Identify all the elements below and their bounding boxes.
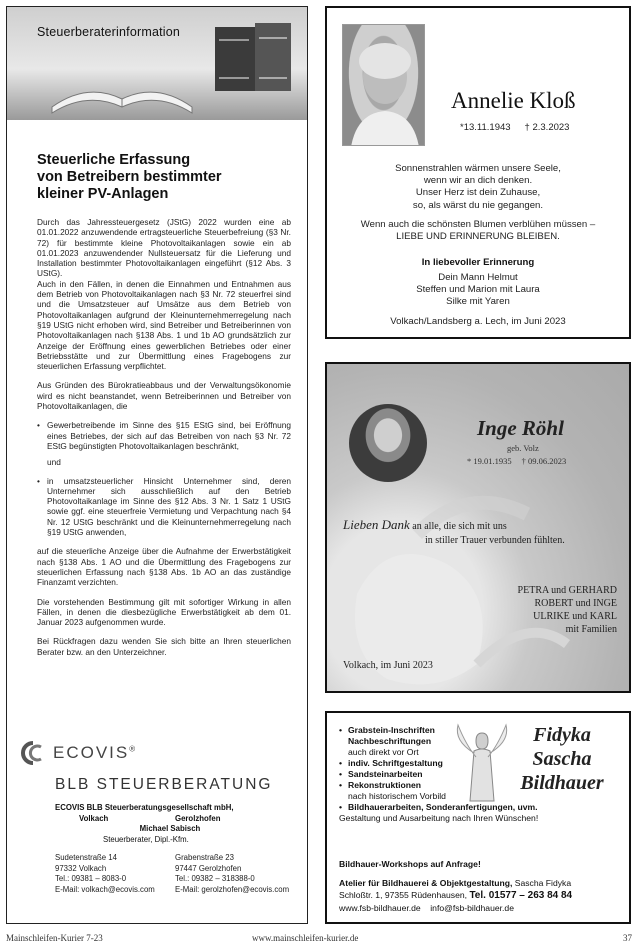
deceased-name: Annelie Kloß (451, 88, 576, 113)
website-link[interactable]: www.fsb-bildhauer.de (339, 903, 421, 913)
thanks-line-2: in stiller Trauer verbunden fühlten. (425, 535, 565, 546)
firm-info (55, 803, 285, 845)
address-gerolzhofen: Grabenstraße 23 97447 Gerolzhofen Tel.: 09382 – 318388-0 E-Mail: gerolzhofen@ecovis.com (175, 853, 290, 894)
books-illustration (207, 19, 297, 94)
list-item: • in umsatzsteuerlicher Hinsicht Unternehmer sind, deren Unternehmer sich ausschließlich auf den Betrieb Photovoltaikanlage im Sinne des §12 Abs. 3 Nr. 1 Satz 1 UStG sowie ggf. eine steuerfreie Vermietung und Verpachtung nach §4 Nr. 12 UStG beschränkt und die Kleinunternehmerregelung nach §19 UStG anwenden, (37, 476, 291, 538)
life-dates: * 19.01.1935 † 09.06.2023 (467, 456, 567, 466)
page-number: 37 (623, 933, 632, 943)
ecovis-mark-icon (21, 741, 49, 765)
portrait-illustration (343, 25, 425, 146)
article-headline: Steuerliche Erfassung von Betreibern bestimmter kleiner PV-Anlagen (37, 152, 222, 202)
banner-image (7, 7, 307, 120)
list-item: • Rekonstruktionen nach historischem Vorbild (339, 780, 519, 802)
connector-text: und (47, 457, 61, 468)
list-item: • indiv. Schriftgestaltung (339, 758, 519, 769)
list-item: • Sandsteinarbeiten (339, 769, 519, 780)
firm-name: ECOVIS BLB Steuerberatungsgesellschaft mbH, (55, 803, 234, 812)
verse-closing: Wenn auch die schönsten Blumen verblühen müssen – LIEBE UND ERINNERUNG BLEIBEN. (360, 219, 596, 243)
fidyka-logo: Fidyka Sascha Bildhauer (520, 724, 604, 794)
paragraph: Auch in den Fällen, in denen die Einnahmen und Entnahmen aus dem Betrieb von Photovoltaikanlagen nach §3 Nr. 72 steuerfrei sind und die Umsatzsteuer auf Umsätze aus dem Betrieb von Photovoltaikanlagen aufgrund der Kleinunternehmerregelung nach §19 UStG nicht erhoben wird, sind Betreiber und Betreiberinnen von Photovoltaikanlagen nach §138 Abs. 1 und 1b AO grundsätzlich zur Anzeige der Eröffnung eines gewerblichen Betriebes oder einer Betriebsstätte und zur Übermittlung eines Fragebogens zur steuerlichen Erfassung verpflichtet. (37, 278, 291, 372)
place-date: Volkach, im Juni 2023 (343, 660, 433, 671)
phone-number[interactable]: Tel. 01577 – 263 84 84 (469, 890, 573, 901)
banner-title: Steuerberaterinformation (37, 25, 181, 39)
person-title: Steuerberater, Dipl.-Kfm. (103, 834, 189, 844)
ecovis-logo (21, 741, 137, 765)
list-item: • Grabstein-Inschriften Nachbeschriftungen auch direkt vor Ort (339, 725, 519, 758)
paragraph: auf die steuerliche Anzeige über die Aufnahme der Erwerbstätigkeit nach §138 Abs. 1 AO und die Übermittlung des Fragebogens zur steuerlichen Erfassung nach §138 Abs. 1b AO an das zuständige Finanzamt verzichten. (37, 546, 291, 588)
bildhauer-ad (325, 711, 631, 924)
paragraph: Bei Rückfragen dazu wenden Sie sich bitte an Ihren steuerlichen Berater bzw. an den Unterzeichner. (37, 636, 291, 657)
deceased-name: Inge Röhl (477, 416, 564, 440)
logo-text: ECOVIS® (53, 743, 138, 762)
person-name: Michael Sabisch (139, 824, 201, 833)
birth-name: geb. Volz (507, 443, 539, 453)
bullet-list (37, 476, 291, 538)
email-link[interactable]: E-Mail: gerolzhofen@ecovis.com (175, 884, 290, 894)
list-item: • Gewerbetreibende im Sinne des §15 EStG sind, bei Eröffnung eines Betriebes, der sich auf das Betreiben von nach §3 Nr. 72 EStG begünstigten Photovoltaikanlagen beschränkt, (37, 420, 291, 451)
obituary-annelie (325, 6, 631, 339)
firm-city: Volkach (79, 813, 109, 823)
paragraph: Die vorstehenden Bestimmung gilt mit sofortiger Wirkung in allen Fällen, in denen die diesbezügliche Erwerbstätigkeit ab dem 01. Januar 2023 aufgenommen wurde. (37, 596, 291, 628)
steuerberater-ad (6, 6, 308, 924)
footer-publication: Mainschleifen-Kurier 7-23 (6, 933, 103, 943)
remembrance-heading: In liebevoller Erinnerung (421, 257, 535, 268)
thanks-line: Lieben Dank an alle, die sich mit uns (343, 517, 507, 532)
article-body (37, 217, 291, 666)
email-link[interactable]: E-Mail: volkach@ecovis.com (55, 884, 155, 894)
mourners-list: Dein Mann Helmut Steffen und Marion mit Laura Silke mit Yaren (416, 272, 540, 308)
list-item: • Bildhauerarbeiten, Sonderanfertigungen, uvm. Gestaltung und Ausarbeitung nach Ihren Wünschen! (339, 802, 609, 824)
logo-subtitle: BLB STEUERBERATUNG (55, 776, 273, 793)
place-date: Volkach/Landsberg a. Lech, im Juni 2023 (390, 316, 566, 327)
open-book-illustration (47, 77, 197, 117)
firm-city: Gerolzhofen (175, 813, 221, 823)
portrait-photo (349, 404, 427, 482)
paragraph: Durch das Jahressteuergesetz (JStG) 2022 wurden eine ab 01.01.2022 anzuwendende ertragsteuerliche Steuerbefreiung (§3 Nr. 72) für bestimmte kleine Photovoltaikanlagen sowie ein ab 01.01.2023 anzuwendender Nullsteuersatz für die Lieferung und Installation bestimmter Photovoltaikanlagen eingeführt (§12 Abs. 3 UStG). (37, 217, 291, 279)
bullet-list (37, 420, 291, 451)
atelier-line: Atelier für Bildhauerei & Objektgestaltung, Sascha Fidyka (339, 878, 572, 888)
address-volkach: Sudetenstraße 14 97332 Volkach Tel.: 09381 – 8083-0 E-Mail: volkach@ecovis.com (55, 853, 155, 894)
contact-line: Schloßtr. 1, 97355 Rüdenhausen, Tel. 01577 – 263 84 84 (339, 890, 573, 901)
obituary-inge (325, 362, 631, 693)
verse: Sonnenstrahlen wärmen unsere Seele, wenn wir an dich denken. Unser Herz ist dein Zuhause, so, als wärst du nie gegangen. (395, 163, 561, 211)
web-line (339, 903, 514, 913)
workshops-note: Bildhauer-Workshops auf Anfrage! (339, 859, 481, 869)
email-link[interactable]: info@fsb-bildhauer.de (430, 903, 514, 913)
mourners-list: PETRA und GERHARD ROBERT und INGE ULRIKE und KARL mit Familien (517, 585, 617, 635)
paragraph: Aus Gründen des Bürokratieabbaus und der Verwaltungsökonomie wird es nicht beanstandet, wenn Betreiberinnen und Betreiber von Photovoltaikanlagen, die (37, 380, 291, 412)
footer-website[interactable]: www.mainschleifen-kurier.de (252, 933, 359, 943)
life-dates: *13.11.1943 † 2.3.2023 (460, 122, 570, 133)
portrait-photo (342, 24, 425, 146)
